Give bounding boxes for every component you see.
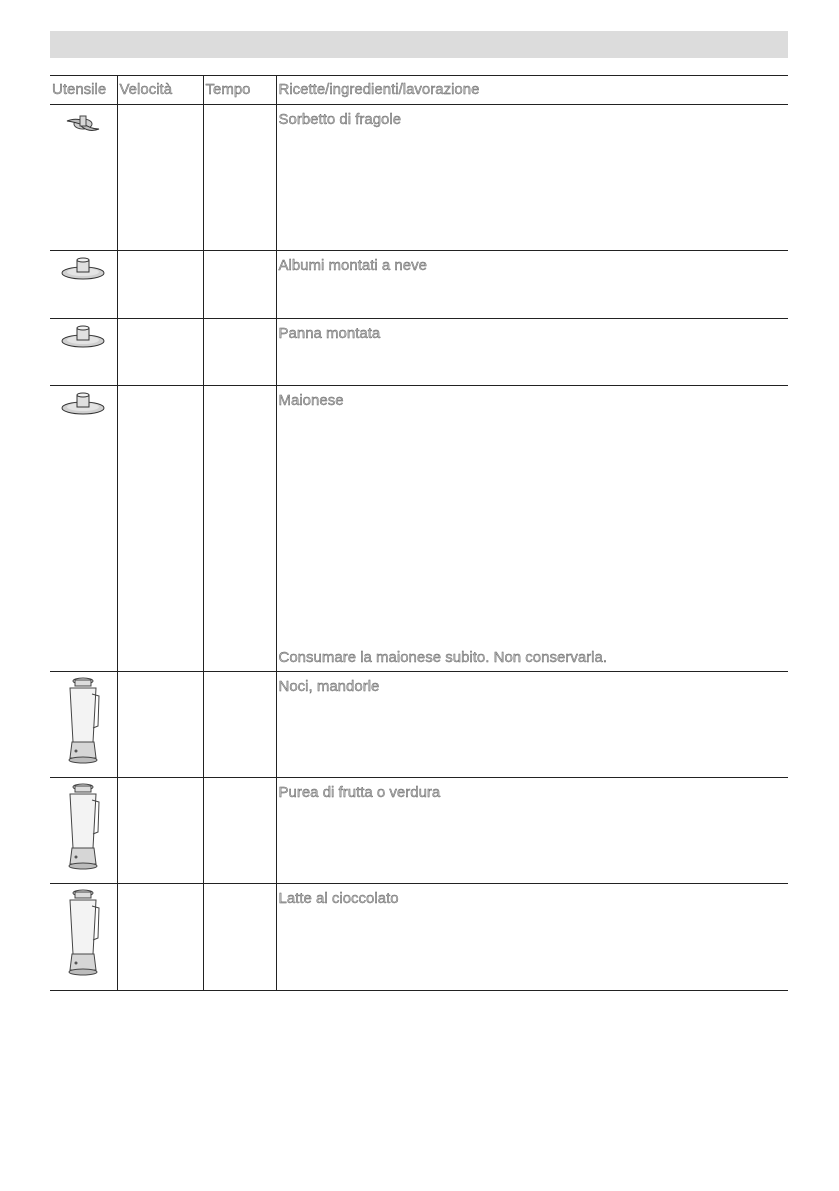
speed-cell bbox=[117, 884, 203, 991]
time-cell bbox=[203, 672, 276, 778]
recipe-cell bbox=[276, 672, 788, 778]
speed-cell bbox=[117, 778, 203, 884]
recipe-title: Maionese bbox=[278, 392, 344, 409]
table-row bbox=[50, 251, 788, 319]
tool-cell bbox=[50, 778, 117, 884]
whisking-disc-icon bbox=[59, 390, 107, 418]
header-utensile: Utensile bbox=[50, 76, 117, 105]
recipe-title: Sorbetto di fragole bbox=[278, 111, 402, 128]
tool-cell bbox=[50, 319, 117, 386]
recipe-table bbox=[50, 75, 788, 991]
recipe-cell bbox=[276, 884, 788, 991]
recipe-title: Noci, mandorle bbox=[278, 678, 380, 695]
tool-cell bbox=[50, 884, 117, 991]
recipe-title: Albumi montati a neve bbox=[278, 257, 427, 274]
recipe-cell bbox=[276, 251, 788, 319]
whisking-disc-icon bbox=[59, 323, 107, 351]
tool-cell bbox=[50, 386, 117, 672]
table-row bbox=[50, 778, 788, 884]
recipe-title: Purea di frutta o verdura bbox=[278, 784, 441, 801]
time-cell bbox=[203, 386, 276, 672]
blender-jug-icon bbox=[63, 888, 103, 980]
ice-crushing-blade-icon bbox=[63, 113, 103, 135]
whisking-disc-icon bbox=[59, 255, 107, 283]
header-ricette: Ricette/ingredienti/lavorazione bbox=[276, 76, 788, 105]
blender-jug-icon bbox=[63, 676, 103, 768]
recipe-cell bbox=[276, 778, 788, 884]
speed-cell bbox=[117, 251, 203, 319]
tool-cell bbox=[50, 105, 117, 251]
recipe-note: Consumare la maionese subito. Non conservarla. bbox=[278, 649, 607, 666]
tool-cell bbox=[50, 251, 117, 319]
header-band bbox=[50, 31, 788, 58]
speed-cell bbox=[117, 386, 203, 672]
header-tempo: Tempo bbox=[203, 76, 276, 105]
time-cell bbox=[203, 105, 276, 251]
time-cell bbox=[203, 319, 276, 386]
table-row bbox=[50, 884, 788, 991]
recipe-cell bbox=[276, 105, 788, 251]
tool-cell bbox=[50, 672, 117, 778]
time-cell bbox=[203, 251, 276, 319]
table-header-row bbox=[50, 76, 788, 105]
recipe-title: Latte al cioccolato bbox=[278, 890, 399, 907]
table-row bbox=[50, 105, 788, 251]
recipe-cell bbox=[276, 319, 788, 386]
recipe-title: Panna montata bbox=[278, 325, 381, 342]
table-row bbox=[50, 386, 788, 672]
table-row bbox=[50, 319, 788, 386]
time-cell bbox=[203, 778, 276, 884]
time-cell bbox=[203, 884, 276, 991]
table-row bbox=[50, 672, 788, 778]
speed-cell bbox=[117, 319, 203, 386]
speed-cell bbox=[117, 672, 203, 778]
recipe-cell bbox=[276, 386, 788, 672]
header-velocita: Velocità bbox=[117, 76, 203, 105]
blender-jug-icon bbox=[63, 782, 103, 874]
speed-cell bbox=[117, 105, 203, 251]
